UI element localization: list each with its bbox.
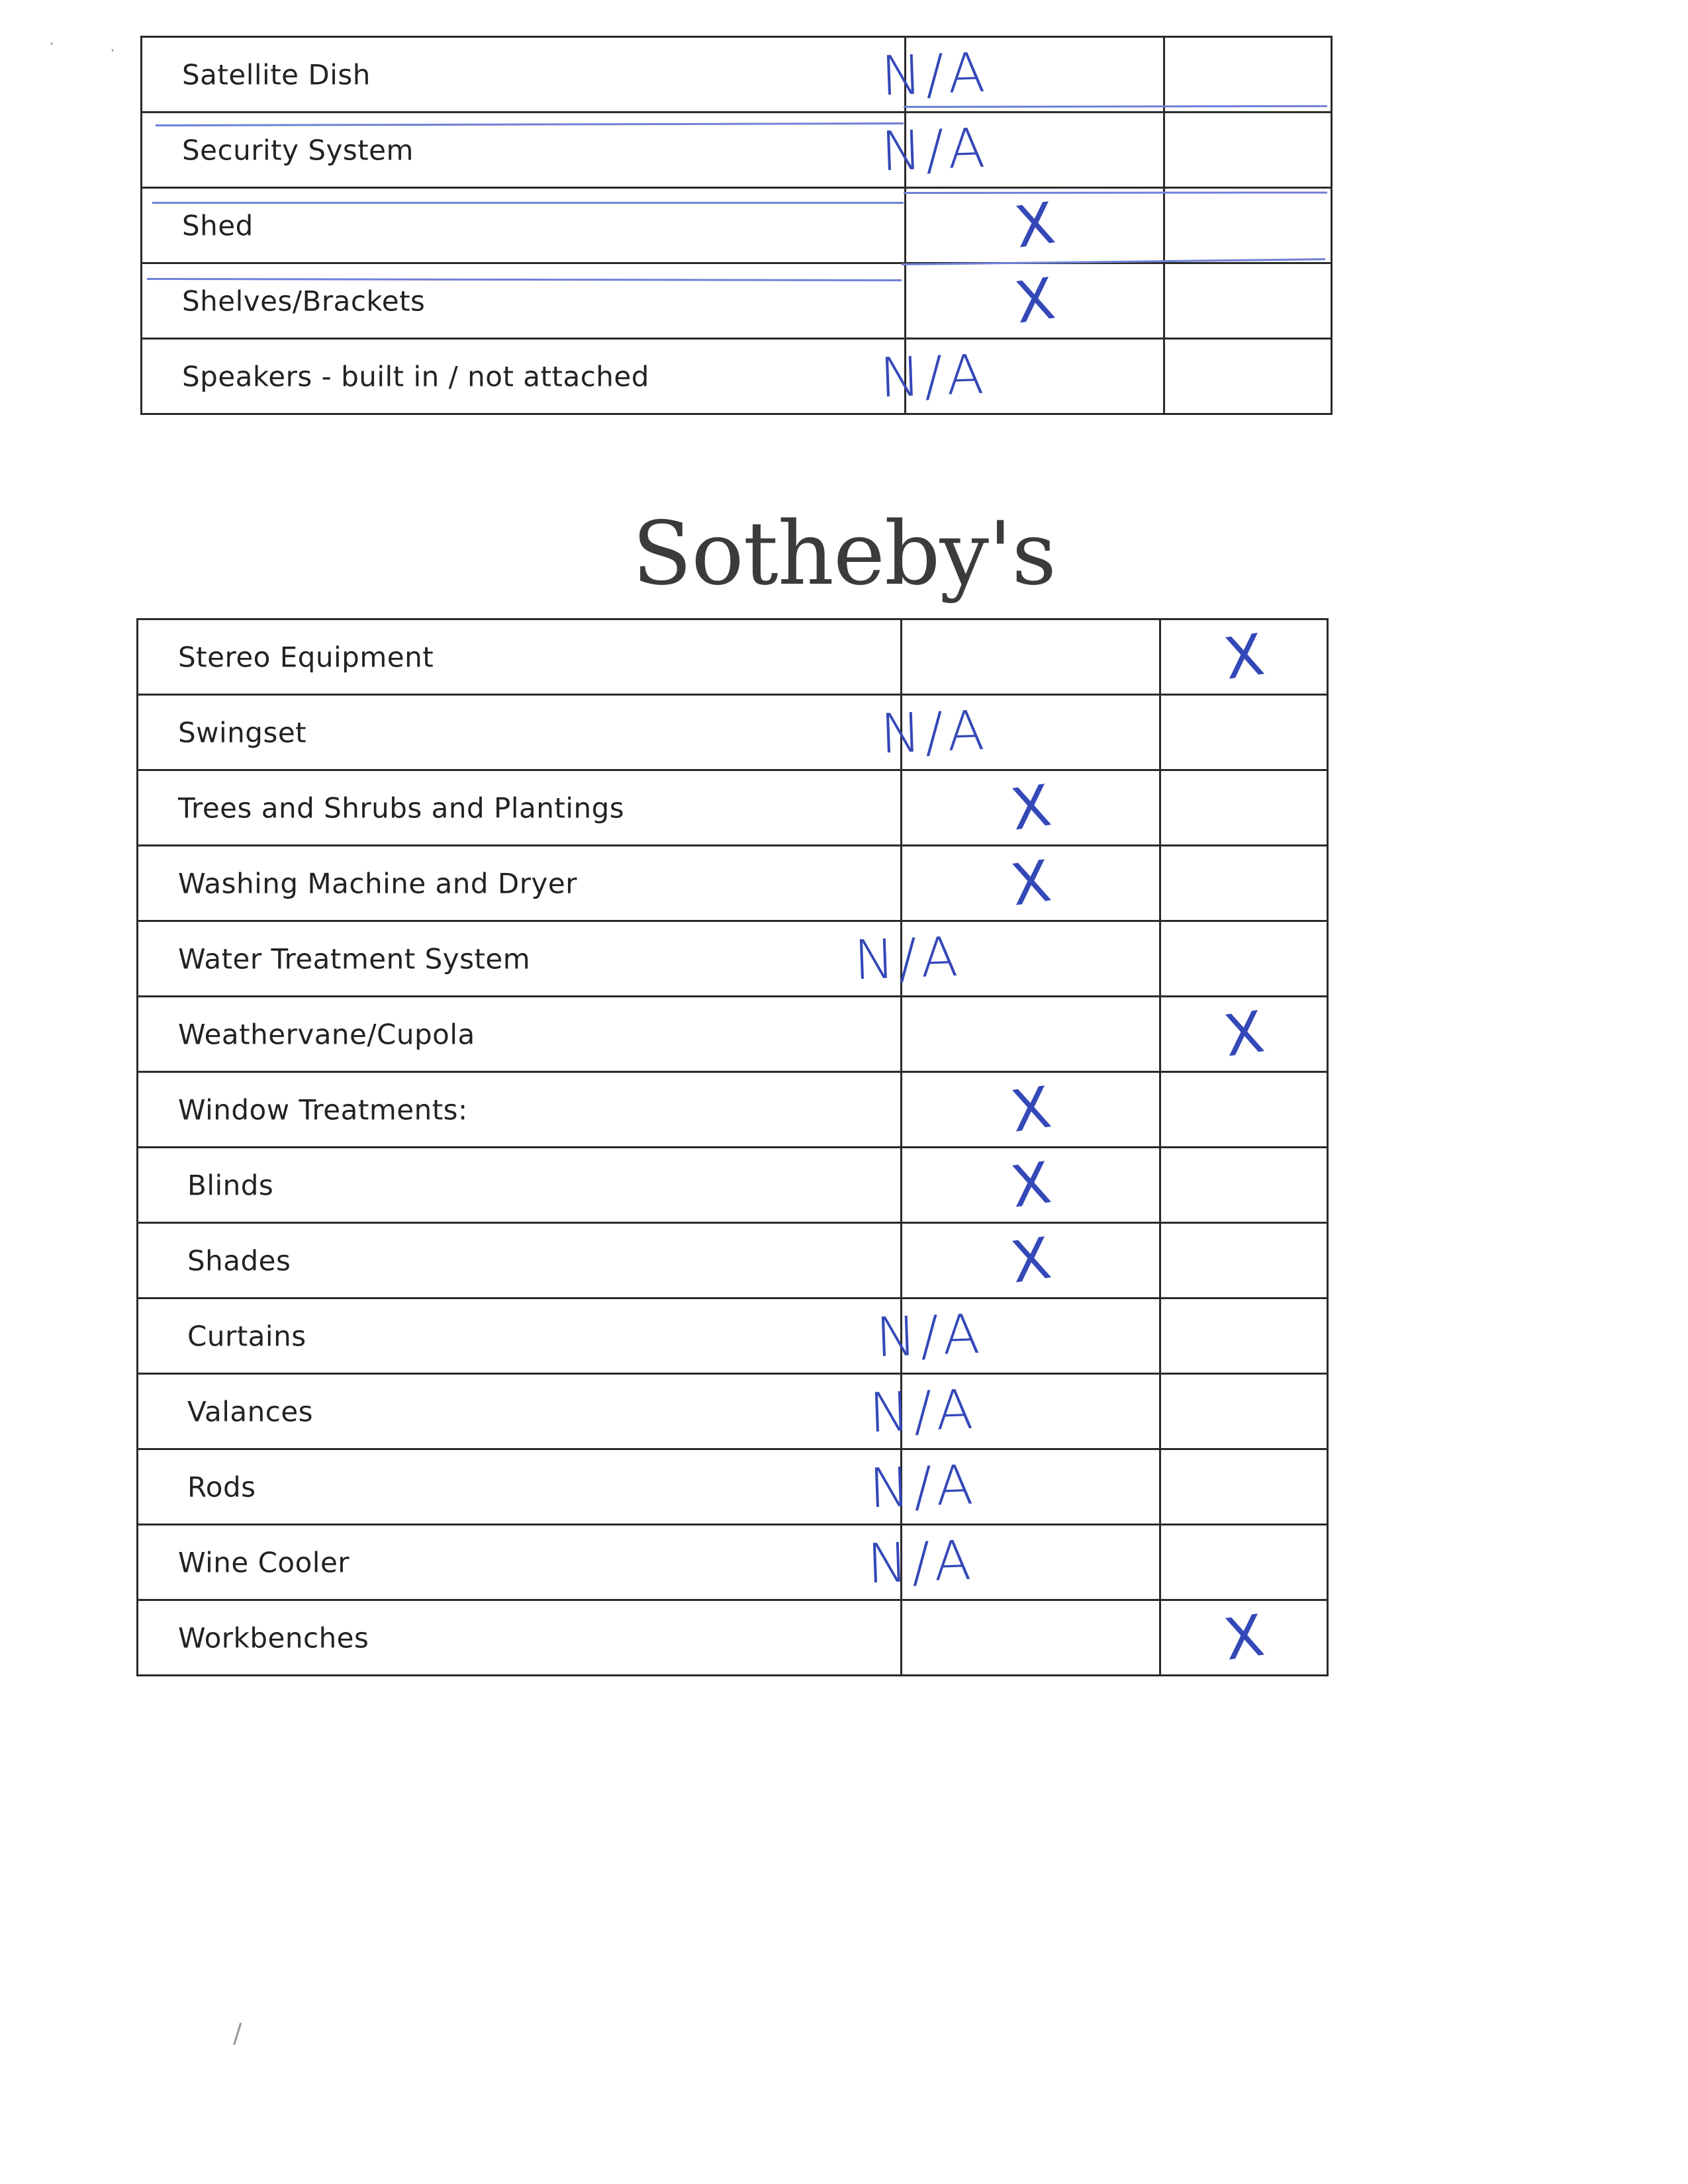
item-cell [138,1449,978,1525]
handwritten-na-mark: N/A [878,343,989,410]
included-column-cell [902,1072,1160,1148]
item-label: Speakers - built in / not attached [182,360,649,392]
item-label: Shelves/Brackets [182,285,426,317]
included-column-cell [906,188,1164,263]
item-label: Weathervane/Cupola [178,1018,475,1050]
item-label: Satellite Dish [182,58,371,91]
table-row [142,263,1332,339]
item-label: Swingset [178,716,307,749]
included-column-cell [902,1298,1160,1374]
item-cell [142,188,906,263]
excluded-column-cell [1160,846,1328,921]
excluded-column-cell [1164,113,1332,188]
table-row [138,1298,1328,1374]
table-row [142,37,1332,113]
item-label: Stereo Equipment [178,641,434,673]
item-cell [138,1298,985,1374]
excluded-column-cell [1160,770,1328,846]
item-label: Trees and Shrubs and Plantings [178,792,625,824]
included-column-cell [902,695,1160,770]
item-cell [138,619,902,695]
brand-logo: Sotheby's [632,503,1056,605]
table-row [138,1374,1328,1449]
item-cell [138,1223,902,1298]
table-row [138,695,1328,770]
handwritten-na-mark: N/A [874,1302,985,1369]
table-row [138,846,1328,921]
excluded-column-cell [1160,695,1328,770]
handwritten-x-mark: X [1006,1073,1055,1146]
excluded-column-cell [1160,1072,1328,1148]
item-cell [138,997,902,1072]
inclusions-table-bottom [136,618,1329,1676]
item-cell [138,770,902,846]
handwritten-x-mark: X [1010,189,1059,261]
scan-speck: · [49,34,55,54]
item-cell [138,1148,902,1223]
inclusions-table-bottom-body [138,619,1328,1676]
excluded-column-cell [1164,37,1332,113]
excluded-column-cell [1160,1600,1328,1676]
handwritten-na-mark: N/A [853,925,963,992]
excluded-column-cell [1160,1148,1328,1223]
table-row [138,770,1328,846]
handwritten-na-mark: N/A [879,699,990,766]
handwritten-x-mark: X [1006,772,1055,844]
item-label: Blinds [187,1169,274,1201]
table-row [138,1148,1328,1223]
item-label: Shed [182,209,254,242]
excluded-column-cell [1160,1449,1328,1525]
item-cell [138,1525,976,1600]
included-column-cell [902,1449,1160,1525]
included-column-cell [902,1600,1160,1676]
scan-speck: / [233,2019,242,2049]
table-row [138,1072,1328,1148]
excluded-column-cell [1160,1525,1328,1600]
excluded-column-cell [1164,188,1332,263]
included-column-cell [902,1525,1160,1600]
excluded-column-cell [1160,1223,1328,1298]
item-label: Window Treatments: [178,1093,468,1126]
excluded-column-cell [1160,619,1328,695]
item-cell [142,339,989,414]
item-label: Shades [187,1244,291,1277]
handwritten-x-mark: X [1006,1224,1055,1297]
scan-speck: · [110,41,116,61]
handwritten-line [152,202,904,204]
table-row [138,1449,1328,1525]
included-column-cell [902,619,1160,695]
handwritten-line [904,191,1327,194]
handwritten-na-mark: N/A [880,41,990,108]
item-cell [142,37,990,113]
table-row [138,997,1328,1072]
excluded-column-cell [1160,1298,1328,1374]
item-label: Security System [182,134,414,166]
handwritten-na-mark: N/A [868,1378,978,1445]
handwritten-x-mark: X [1010,265,1059,337]
table-row [138,921,1328,997]
table-row [142,188,1332,263]
item-label: Workbenches [178,1621,369,1654]
item-cell [138,921,963,997]
item-cell [138,846,902,921]
handwritten-x-mark: X [1006,847,1055,919]
item-cell [138,695,990,770]
table-row [138,1600,1328,1676]
item-label: Curtains [187,1320,306,1352]
handwritten-na-mark: N/A [880,116,990,183]
item-label: Rods [187,1471,256,1503]
handwritten-na-mark: N/A [868,1453,978,1520]
included-column-cell [902,1374,1160,1449]
included-column-cell [906,113,1164,188]
inclusions-table-top [140,36,1333,415]
handwritten-x-mark: X [1219,1602,1268,1674]
item-label: Wine Cooler [178,1546,350,1578]
handwritten-x-mark: X [1006,1149,1055,1221]
item-cell [138,1600,902,1676]
included-column-cell [906,339,1164,414]
included-column-cell [902,1148,1160,1223]
excluded-column-cell [1160,1374,1328,1449]
table-row [138,619,1328,695]
included-column-cell [906,263,1164,339]
table-row [142,339,1332,414]
item-label: Washing Machine and Dryer [178,867,577,899]
included-column-cell [902,770,1160,846]
included-column-cell [902,1223,1160,1298]
item-label: Valances [187,1395,314,1428]
table-row [138,1525,1328,1600]
included-column-cell [906,37,1164,113]
handwritten-x-mark: X [1219,998,1268,1070]
excluded-column-cell [1160,921,1328,997]
item-cell [138,1374,978,1449]
inclusions-table-top-body [142,37,1332,414]
excluded-column-cell [1160,997,1328,1072]
included-column-cell [902,997,1160,1072]
table-row [138,1223,1328,1298]
excluded-column-cell [1164,339,1332,414]
handwritten-na-mark: N/A [866,1529,976,1596]
excluded-column-cell [1164,263,1332,339]
included-column-cell [902,921,1160,997]
item-cell [138,1072,902,1148]
handwritten-x-mark: X [1219,621,1268,693]
item-label: Water Treatment System [178,942,531,975]
item-cell [142,263,906,339]
included-column-cell [902,846,1160,921]
